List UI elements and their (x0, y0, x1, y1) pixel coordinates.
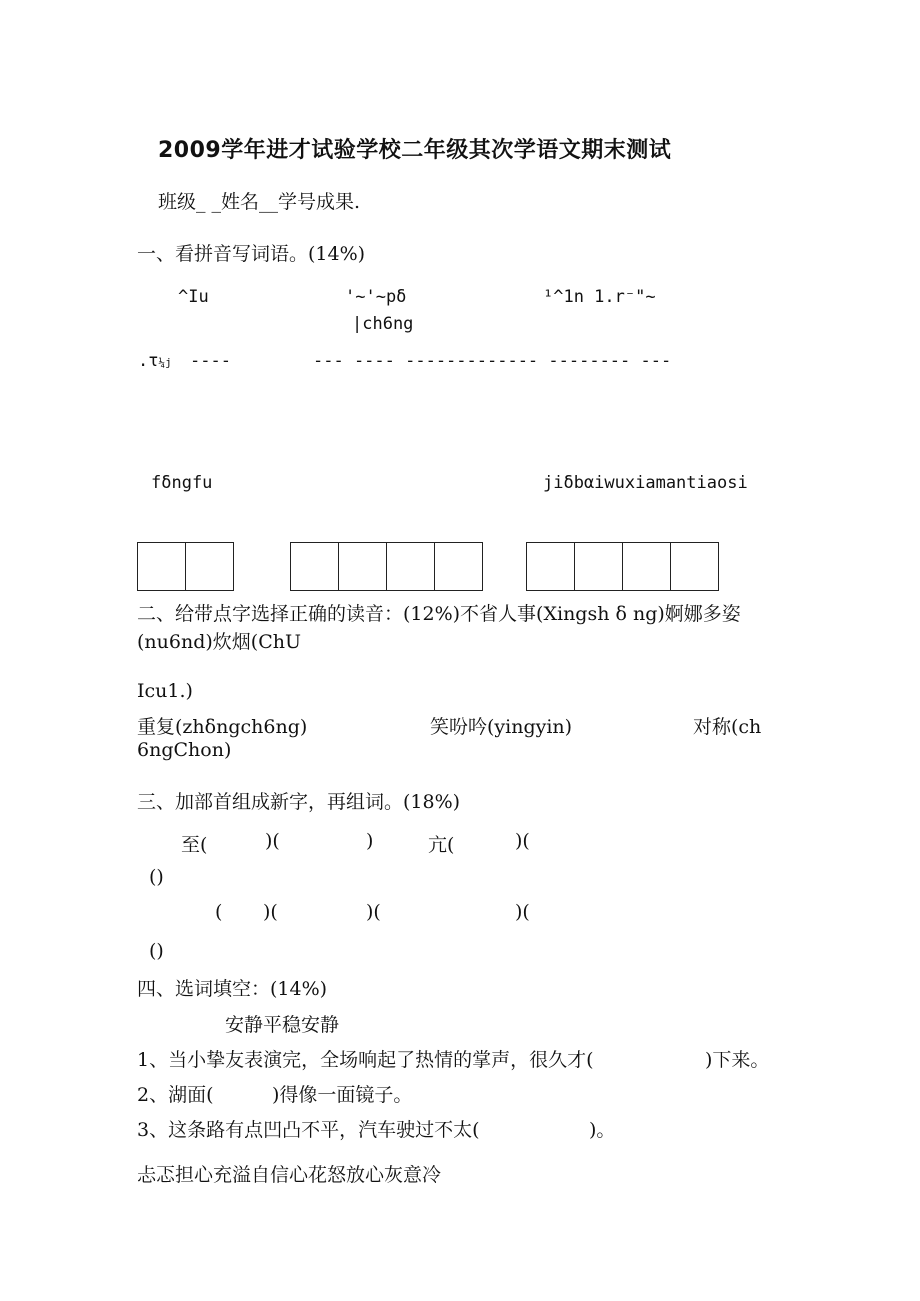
pinyin-4: |ch6ng (352, 314, 414, 334)
section-3-heading: 三、加部首组成新字，再组词。(18%) (137, 791, 461, 813)
section-2-word-1: 重复(zhδngch6ng) (137, 716, 308, 738)
idiom-options: 忐忑担心充溢自信心花怒放心灰意冷 (137, 1164, 442, 1186)
section-3-r1b: )( (265, 830, 280, 852)
section-2-word-2: 笑吩吟(yingyin) (430, 716, 573, 738)
writing-box[interactable] (670, 542, 719, 591)
writing-grid-2 (290, 542, 483, 591)
writing-box[interactable] (290, 542, 339, 591)
word-options: 安静平稳安静 (225, 1014, 340, 1036)
pinyin-7: jiδbαiwuxiamantiaosi (543, 473, 748, 493)
writing-box[interactable] (185, 542, 234, 591)
question-2-end: )得像一面镜子。 (272, 1084, 413, 1106)
question-3-end: )。 (589, 1119, 616, 1141)
section-2-word-3: 对称(ch (693, 716, 762, 738)
answer-dashes-a: ---- (190, 351, 231, 371)
section-2-line-2: (nu6nd)炊烟(ChU (137, 631, 301, 653)
section-3-r3b: )( (263, 901, 278, 923)
answer-dashes-b: --- ---- ------------- -------- --- (313, 351, 672, 371)
question-1-end: )下来。 (705, 1049, 770, 1071)
question-3-start: 3、这条路有点凹凸不平，汽车驶过不太( (137, 1119, 480, 1141)
section-3-r1d: 亢( (428, 834, 455, 856)
writing-box[interactable] (386, 542, 435, 591)
pinyin-2: '~'~pδ (345, 287, 407, 307)
section-3-r1e: )( (515, 830, 530, 852)
page-title: 2009学年进才试验学校二年级其次学语文期末测试 (158, 138, 672, 163)
pinyin-5-main: .τ (138, 351, 159, 371)
section-3-r1c: ) (366, 830, 374, 852)
writing-box[interactable] (622, 542, 671, 591)
section-2-line-5: 6ngChon) (137, 739, 232, 761)
question-1-start: 1、当小挚友表演完，全场响起了热情的掌声，很久才( (137, 1049, 594, 1071)
pinyin-1: ^Iu (178, 287, 209, 307)
section-3-r3a: ( (215, 901, 223, 923)
writing-grid-3 (526, 542, 719, 591)
writing-box[interactable] (526, 542, 575, 591)
pinyin-5-sub: ¼j (158, 356, 172, 369)
section-3-r4: () (149, 940, 164, 962)
section-4-heading: 四、选词填空：(14%) (137, 978, 328, 1000)
section-2-line-3: Icu1.) (137, 680, 193, 702)
pinyin-5 (138, 351, 172, 371)
section-3-r2: () (149, 866, 164, 888)
writing-box[interactable] (137, 542, 186, 591)
writing-box[interactable] (574, 542, 623, 591)
section-3-r3d: )( (515, 901, 530, 923)
writing-box[interactable] (338, 542, 387, 591)
writing-box[interactable] (434, 542, 483, 591)
section-1-heading: 一、看拼音写词语。(14%) (137, 243, 366, 265)
section-2-heading: 二、给带点字选择正确的读音：(12%)不省人事(Xingsh δ ng)婀娜多姿 (137, 603, 741, 625)
section-3-r3c: )( (366, 901, 381, 923)
pinyin-6: fδngfu (151, 473, 213, 493)
student-info-line: 班级_ _姓名__学号成果. (158, 191, 361, 213)
section-3-r1a: 至( (181, 834, 208, 856)
writing-grid-1 (137, 542, 234, 591)
pinyin-3: ¹^1n 1.r⁻"~ (543, 287, 656, 307)
question-2-start: 2、湖面( (137, 1084, 214, 1106)
